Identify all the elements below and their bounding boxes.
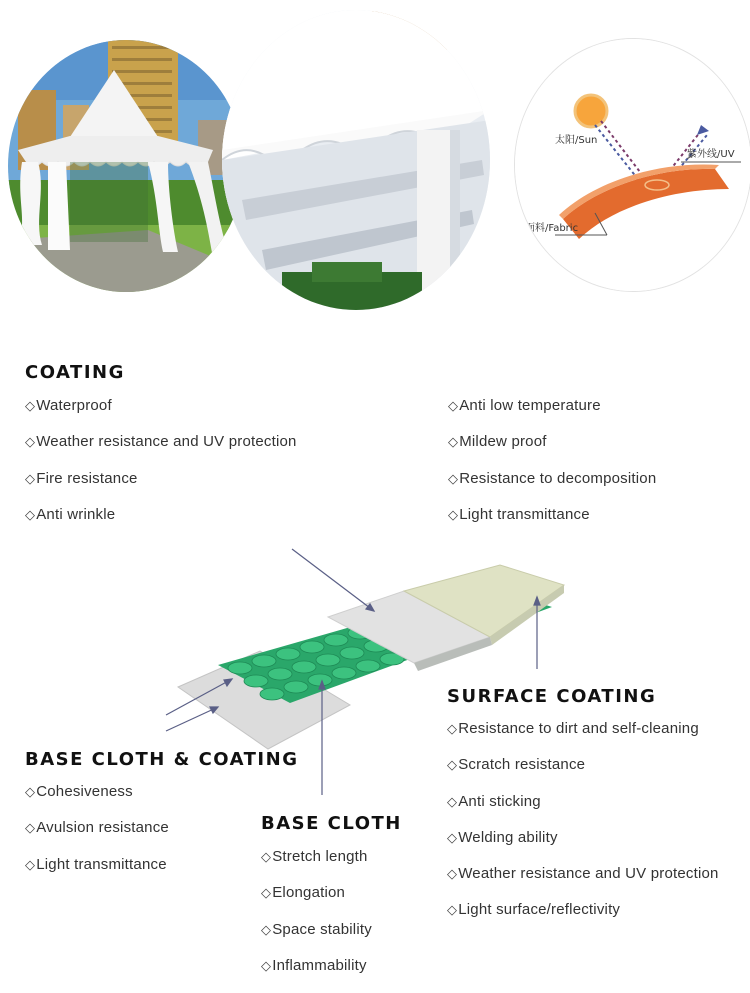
photo-uv-diagram xyxy=(514,38,750,292)
list-item: ◇ Weather resistance and UV protection xyxy=(447,865,719,901)
coating-heading: COATING xyxy=(25,362,125,383)
list-item: ◇ Anti wrinkle xyxy=(25,506,297,542)
base-cloth-heading: BASE CLOTH xyxy=(261,813,402,834)
sun-label: 太阳/Sun xyxy=(555,135,598,146)
list-item: ◇ Inflammability xyxy=(261,957,372,993)
list-item: ◇ Avulsion resistance xyxy=(25,819,169,855)
base-cloth-list xyxy=(261,848,372,993)
coating-left-list xyxy=(25,397,297,542)
surface-coating-heading: SURFACE COATING xyxy=(447,686,657,707)
fabric-label: 面料/Fabric xyxy=(525,223,579,234)
base-cloth-coating-list xyxy=(25,783,169,892)
base-cloth-coating-heading: BASE CLOTH & COATING xyxy=(25,749,299,770)
list-item: ◇ Weather resistance and UV protection xyxy=(25,433,297,469)
uv-label: 紫外线/UV xyxy=(687,149,735,160)
list-item: ◇ Light transmittance xyxy=(448,506,656,542)
list-item: ◇ Space stability xyxy=(261,921,372,957)
list-item: ◇ Scratch resistance xyxy=(447,756,719,792)
list-item: ◇ Light transmittance xyxy=(25,856,169,892)
list-item: ◇ Cohesiveness xyxy=(25,783,169,819)
photo-roof-closeup xyxy=(222,10,490,310)
list-item: ◇ Resistance to decomposition xyxy=(448,470,656,506)
list-item: ◇ Mildew proof xyxy=(448,433,656,469)
list-item: ◇ Welding ability xyxy=(447,829,719,865)
list-item: ◇ Resistance to dirt and self-cleaning xyxy=(447,720,719,756)
coating-right-list xyxy=(448,397,656,542)
list-item: ◇ Waterproof xyxy=(25,397,297,433)
photo-pagoda-tent xyxy=(8,40,244,292)
list-item: ◇ Stretch length xyxy=(261,848,372,884)
list-item: ◇ Light surface/reflectivity xyxy=(447,901,719,937)
list-item: ◇ Anti sticking xyxy=(447,793,719,829)
list-item: ◇ Fire resistance xyxy=(25,470,297,506)
surface-coating-list xyxy=(447,720,719,938)
list-item: ◇ Elongation xyxy=(261,884,372,920)
list-item: ◇ Anti low temperature xyxy=(448,397,656,433)
